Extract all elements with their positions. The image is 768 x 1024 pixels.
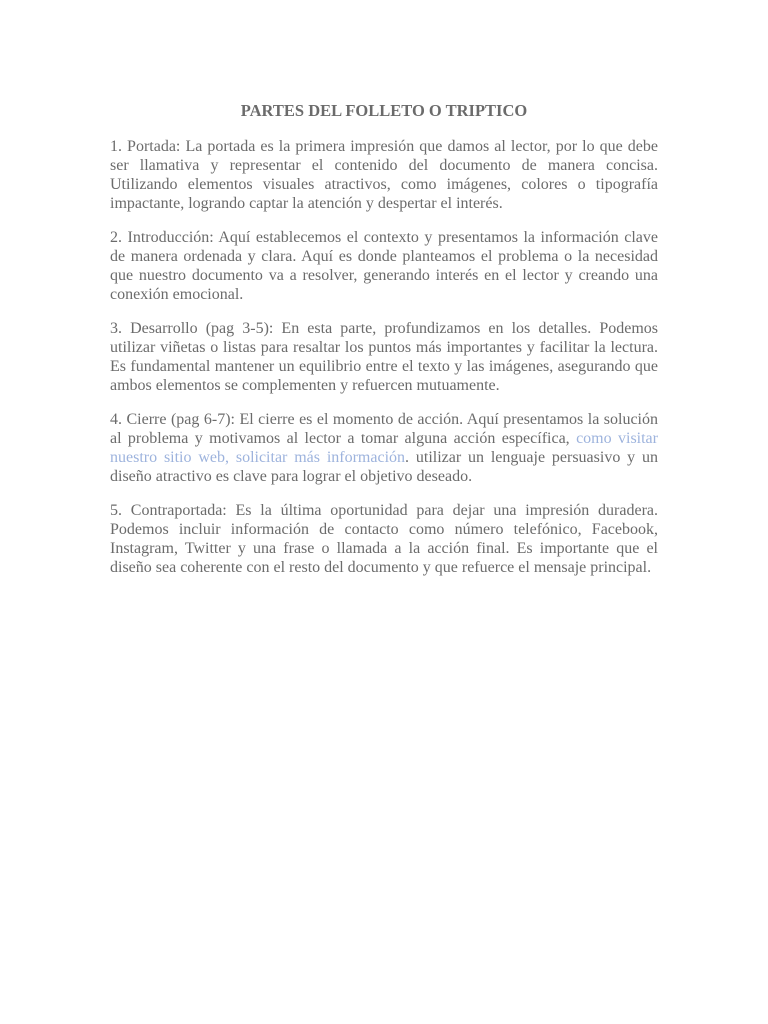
paragraph-cierre-text-end: . utilizar un lenguaje persuasivo y un diseño atractivo es clave para lograr el objetivo deseado. [110, 449, 659, 485]
paragraph-contraportada: 5. Contraportada: Es la última oportunidad para dejar una impresión duradera. Podemos incluir información de contacto como número telefónico, Facebook, Instagram, Twitter y una frase o llamada a la acción final. Es importante que el diseño sea coherente con el resto del documento y que refuerce el mensaje principal. [110, 502, 658, 576]
paragraph-cierre [110, 410, 658, 486]
paragraph-portada: 1. Portada: La portada es la primera impresión que damos al lector, por lo que debe ser llamativa y representar el contenido del documento de manera concisa. Utilizando elementos visuales atractivos, como imágenes, colores o tipografía impactante, logrando captar la atención y despertar el interés. [110, 138, 658, 212]
document-title: PARTES DEL FOLLETO O TRIPTICO [240, 101, 528, 120]
paragraph-introduccion: 2. Introducción: Aquí establecemos el contexto y presentamos la información clave de manera ordenada y clara. Aquí es donde planteamos el problema o la necesidad que nuestro documento va a resolver, generando interés en el lector y creando una conexión emocional. [110, 229, 658, 303]
paragraph-desarrollo: 3. Desarrollo (pag 3-5): En esta parte, profundizamos en los detalles. Podemos utilizar viñetas o listas para resaltar los puntos más importantes y facilitar la lectura. Es fundamental mantener un equilibrio entre el texto y las imágenes, asegurando que ambos elementos se complementen y refuercen mutuamente. [110, 320, 658, 394]
highlighted-link-text: como visitar nuestro sitio web, solicitar más información [110, 430, 658, 466]
document-body [110, 101, 658, 592]
paragraph-cierre-text-start: 4. Cierre (pag 6-7): El cierre es el momento de acción. Aquí presentamos la solución al problema y motivamos al lector a tomar alguna acción específica, [110, 411, 658, 447]
